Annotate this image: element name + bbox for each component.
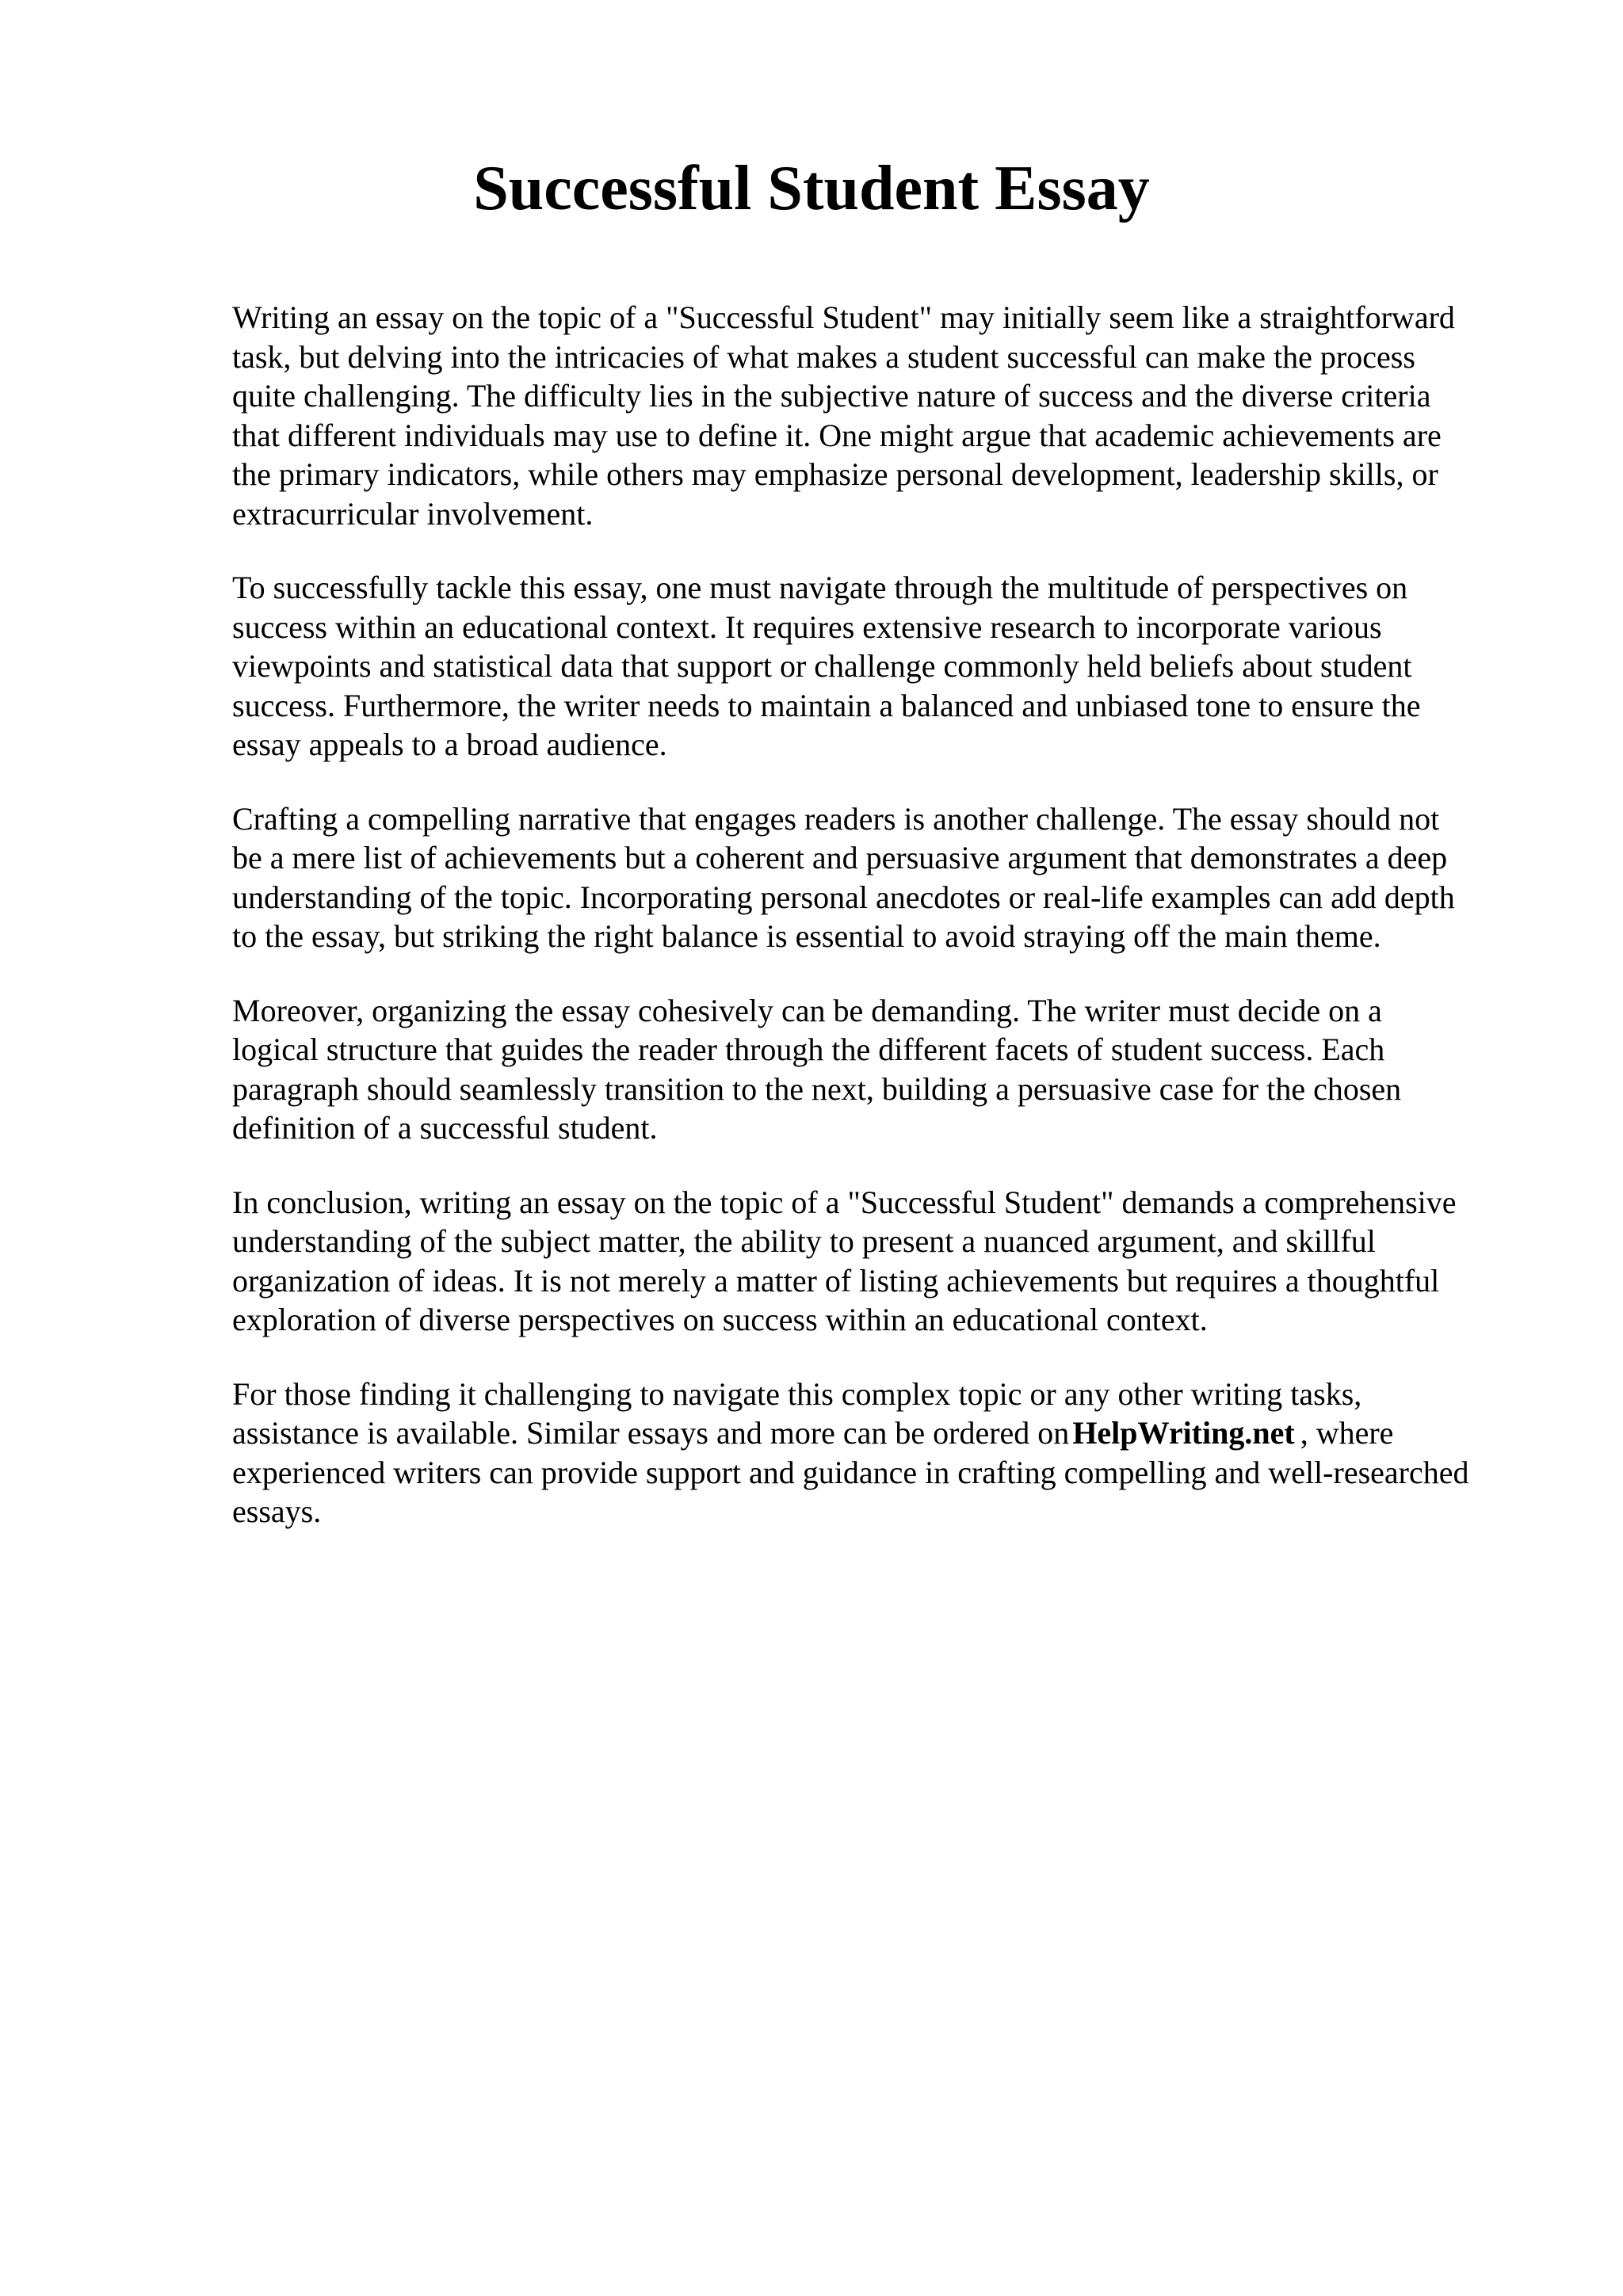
- text-line: For those finding it challenging to navigate this complex topic or any other writing tasks,: [232, 1375, 1362, 1412]
- text-line: success. Furthermore, the writer needs to maintain a balanced and unbiased tone to ensure the: [232, 687, 1421, 723]
- text-line: task, but delving into the intricacies of what makes a student successful can make the process: [232, 338, 1415, 375]
- text-line: definition of a successful student.: [232, 1110, 658, 1146]
- text-line: success within an educational context. It requires extensive research to incorporate various: [232, 608, 1382, 645]
- paragraph-closing: [232, 1375, 1524, 1531]
- paragraph-5: [232, 1183, 1524, 1340]
- paragraph-4: [232, 991, 1524, 1148]
- text-line: In conclusion, writing an essay on the topic of a "Successful Student" demands a comprehensive: [232, 1184, 1457, 1220]
- paragraph-2: [232, 568, 1524, 765]
- text-line: understanding of the subject matter, the ability to present a nuanced argument, and skillful: [232, 1223, 1376, 1259]
- text-line: the primary indicators, while others may emphasize personal development, leadership skills, or: [232, 456, 1438, 492]
- text-line: to the essay, but striking the right balance is essential to avoid straying off the main theme.: [232, 918, 1381, 954]
- text-segment: assistance is available. Similar essays and more can be ordered on: [232, 1415, 1070, 1451]
- text-line-with-link: [232, 1413, 1524, 1453]
- text-line: viewpoints and statistical data that support or challenge commonly held beliefs about student: [232, 648, 1412, 684]
- essay-body: [232, 298, 1524, 1566]
- text-line: be a mere list of achievements but a coherent and persuasive argument that demonstrates a deep: [232, 840, 1448, 875]
- text-line: quite challenging. The difficulty lies in the subjective nature of success and the diverse criteria: [232, 378, 1431, 414]
- paragraph-3: [232, 799, 1524, 956]
- text-segment: , where: [1300, 1415, 1394, 1451]
- text-line: To successfully tackle this essay, one must navigate through the multitude of perspectives on: [232, 570, 1408, 605]
- text-line: extracurricular involvement.: [232, 495, 594, 532]
- text-line: logical structure that guides the reader through the different facets of student success. Each: [232, 1032, 1385, 1067]
- text-line: Moreover, organizing the essay cohesively can be demanding. The writer must decide on a: [232, 992, 1382, 1028]
- text-line: Writing an essay on the topic of a "Successful Student" may initially seem like a straightforward: [232, 299, 1455, 335]
- text-line: organization of ideas. It is not merely a matter of listing achievements but requires a thoughtful: [232, 1262, 1440, 1299]
- paragraph-1: [232, 298, 1524, 533]
- helpwriting-link[interactable]: HelpWriting.net: [1072, 1415, 1295, 1451]
- text-line: essay appeals to a broad audience.: [232, 727, 667, 762]
- text-line: essays.: [232, 1493, 322, 1529]
- page-title: Successful Student Essay: [473, 154, 1150, 223]
- text-line: experienced writers can provide support and guidance in crafting compelling and well-researched: [232, 1454, 1469, 1490]
- text-line: that different individuals may use to define it. One might argue that academic achievements are: [232, 417, 1442, 453]
- text-line: understanding of the topic. Incorporating personal anecdotes or real-life examples can add depth: [232, 879, 1455, 915]
- text-line: Crafting a compelling narrative that engages readers is another challenge. The essay should not: [232, 800, 1440, 837]
- text-line: paragraph should seamlessly transition to the next, building a persuasive case for the chosen: [232, 1070, 1402, 1107]
- text-line: exploration of diverse perspectives on success within an educational context.: [232, 1302, 1208, 1337]
